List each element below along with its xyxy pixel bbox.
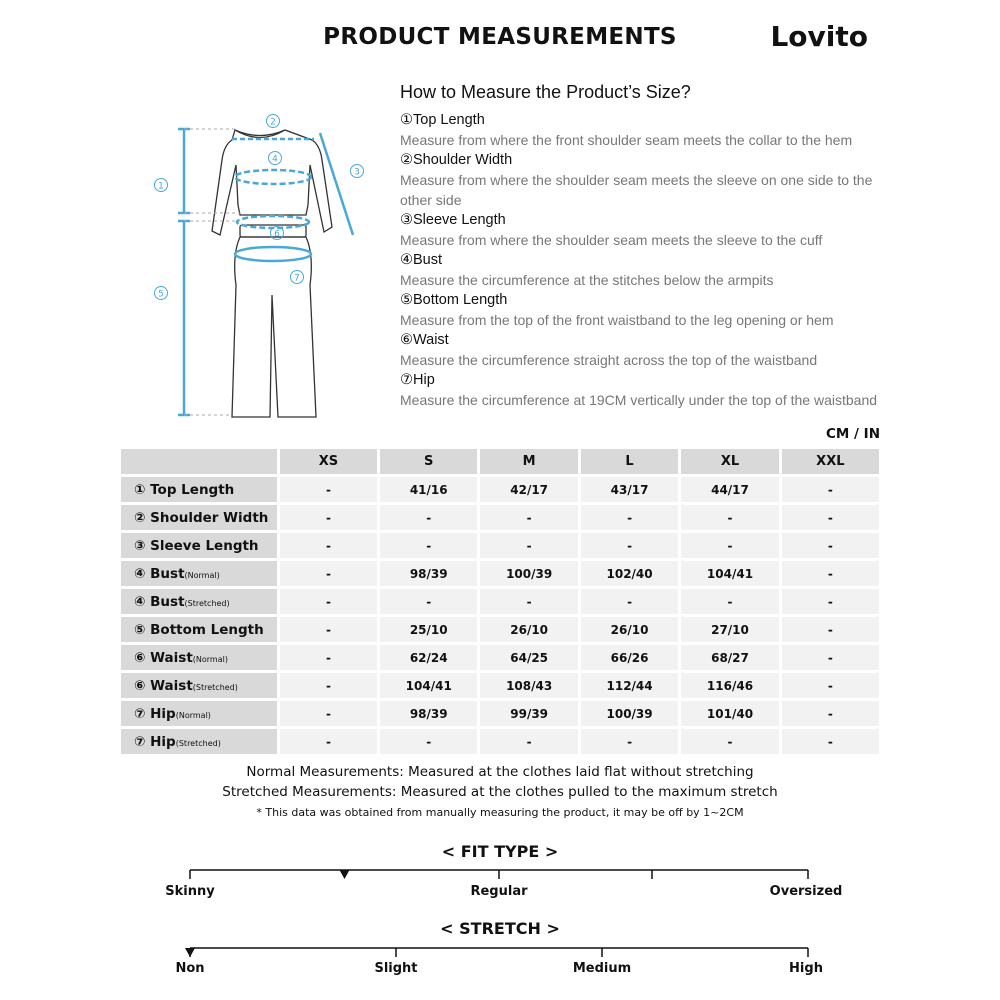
row-label-qualifier: (Stretched)	[184, 598, 230, 608]
table-cell: -	[280, 561, 377, 586]
table-cell: 27/10	[681, 617, 778, 642]
table-cell: -	[280, 589, 377, 614]
table-cell: 116/46	[681, 673, 778, 698]
table-cell: 26/10	[581, 617, 678, 642]
table-cell: 26/10	[480, 617, 577, 642]
top-outline	[212, 130, 332, 235]
table-cell: -	[380, 589, 477, 614]
size-header-row	[121, 449, 879, 474]
table-cell: -	[782, 561, 879, 586]
table-cell: -	[681, 505, 778, 530]
row-label-text: ⑥ Waist	[134, 649, 193, 666]
table-cell: 43/17	[581, 477, 678, 502]
marker-6: 6	[274, 229, 280, 240]
fit-label-skinny: Skinny	[165, 884, 215, 899]
row-label	[121, 673, 277, 698]
header-corner	[121, 449, 277, 474]
stretch-title: < STRETCH >	[440, 919, 560, 938]
table-cell: -	[782, 617, 879, 642]
table-cell: -	[380, 729, 477, 754]
table-cell: -	[280, 645, 377, 670]
table-cell: -	[581, 533, 678, 558]
fit-type-marker	[340, 870, 350, 879]
table-cell: -	[581, 729, 678, 754]
row-label-qualifier: (Stretched)	[192, 682, 238, 692]
row-label	[121, 533, 277, 558]
measure-instructions	[400, 82, 880, 410]
unit-label: CM / IN	[826, 426, 880, 442]
size-header-l: L	[581, 449, 678, 474]
table-row	[121, 589, 879, 614]
instruction-description: Measure from where the front shoulder seam meets the collar to the hem	[400, 132, 853, 148]
size-table-body	[121, 477, 879, 754]
table-cell: -	[380, 505, 477, 530]
stretched-note: Stretched Measurements: Measured at the clothes pulled to the maximum stretch	[222, 784, 778, 800]
table-cell: -	[681, 533, 778, 558]
instruction-item	[400, 290, 880, 330]
size-header-m: M	[480, 449, 577, 474]
table-cell: 112/44	[581, 673, 678, 698]
stretch-marker	[185, 948, 195, 957]
pants-outline	[232, 237, 316, 417]
table-row	[121, 645, 879, 670]
table-cell: 25/10	[380, 617, 477, 642]
row-label-text: ④ Bust	[134, 593, 185, 610]
table-cell: -	[782, 729, 879, 754]
table-cell: 64/25	[480, 645, 577, 670]
table-cell: -	[280, 729, 377, 754]
instruction-title: ⑥Waist	[400, 332, 449, 348]
table-cell: -	[782, 701, 879, 726]
stretch-label-non: Non	[175, 961, 205, 976]
row-label-qualifier: (Stretched)	[175, 738, 221, 748]
marker-4: 4	[272, 154, 278, 165]
stretch-label-medium: Medium	[572, 961, 632, 976]
table-row	[121, 617, 879, 642]
table-cell: -	[480, 533, 577, 558]
row-label-text: ⑥ Waist	[134, 677, 193, 694]
table-cell: 108/43	[480, 673, 577, 698]
instruction-title: ④Bust	[400, 252, 443, 268]
instruction-title: ②Shoulder Width	[400, 152, 513, 168]
table-cell: 102/40	[581, 561, 678, 586]
stretch-label-high: High	[789, 961, 823, 976]
table-cell: -	[280, 505, 377, 530]
marker-1: 1	[158, 181, 164, 192]
table-cell: -	[480, 589, 577, 614]
row-label-text: ⑦ Hip	[134, 733, 176, 750]
table-cell: 98/39	[380, 701, 477, 726]
row-label	[121, 701, 277, 726]
marker-7: 7	[294, 273, 300, 284]
table-cell: 99/39	[480, 701, 577, 726]
table-cell: -	[681, 589, 778, 614]
instruction-item	[400, 150, 880, 210]
fit-label-regular: Regular	[470, 884, 528, 899]
table-cell: -	[681, 729, 778, 754]
row-label-qualifier: (Normal)	[175, 710, 211, 720]
table-row	[121, 477, 879, 502]
stretch-label-slight: Slight	[374, 961, 418, 976]
normal-note: Normal Measurements: Measured at the clothes laid flat without stretching	[246, 764, 754, 780]
instruction-description: Measure the circumference at 19CM vertically under the top of the waistband	[400, 392, 878, 408]
instruction-title: ①Top Length	[400, 112, 485, 128]
table-row	[121, 533, 879, 558]
instruction-item	[400, 330, 880, 370]
size-table	[118, 446, 882, 757]
table-cell: 98/39	[380, 561, 477, 586]
instruction-title: ⑦Hip	[400, 372, 435, 388]
table-row	[121, 729, 879, 754]
instruction-description: Measure from where the shoulder seam meets the sleeve to the cuff	[400, 232, 823, 248]
disclaimer: * This data was obtained from manually measuring the product, it may be off by 1~2CM	[256, 806, 744, 819]
marker-5: 5	[158, 289, 164, 300]
table-cell: -	[280, 533, 377, 558]
row-label	[121, 505, 277, 530]
table-cell: -	[581, 589, 678, 614]
table-cell: 101/40	[681, 701, 778, 726]
row-label	[121, 477, 277, 502]
row-label	[121, 617, 277, 642]
table-row	[121, 673, 879, 698]
row-label-text: ⑤ Bottom Length	[134, 621, 264, 638]
table-cell: -	[280, 477, 377, 502]
row-label	[121, 561, 277, 586]
table-cell: 104/41	[380, 673, 477, 698]
garment-illustration	[140, 105, 380, 425]
size-header-s: S	[380, 449, 477, 474]
row-label-qualifier: (Normal)	[192, 654, 228, 664]
table-row	[121, 701, 879, 726]
table-cell: 68/27	[681, 645, 778, 670]
table-cell: -	[280, 617, 377, 642]
table-cell: -	[782, 673, 879, 698]
table-cell: -	[782, 477, 879, 502]
table-row	[121, 505, 879, 530]
instruction-item	[400, 210, 880, 250]
table-cell: -	[782, 505, 879, 530]
instruction-description: Measure from where the shoulder seam meets the sleeve on one side to the other side	[400, 172, 873, 208]
table-cell: -	[280, 701, 377, 726]
table-row	[121, 561, 879, 586]
stretch-scale	[0, 940, 1000, 962]
row-label-text: ② Shoulder Width	[134, 509, 269, 526]
table-cell: -	[280, 673, 377, 698]
table-cell: -	[380, 533, 477, 558]
instruction-description: Measure from the top of the front waistband to the leg opening or hem	[400, 312, 834, 328]
table-cell: 44/17	[681, 477, 778, 502]
fit-type-scale	[0, 862, 1000, 884]
bust-ellipse	[235, 170, 311, 184]
hip-ellipse	[235, 247, 311, 261]
instruction-title: ⑤Bottom Length	[400, 292, 508, 308]
row-label-text: ③ Sleeve Length	[134, 537, 259, 554]
instruction-item	[400, 250, 880, 290]
table-cell: 100/39	[581, 701, 678, 726]
fit-type-title: < FIT TYPE >	[441, 842, 559, 861]
instructions-list	[400, 110, 880, 410]
collar-outline	[235, 130, 285, 138]
row-label-text: ⑦ Hip	[134, 705, 176, 722]
table-cell: 104/41	[681, 561, 778, 586]
fit-label-oversized: Oversized	[769, 884, 843, 899]
row-label	[121, 589, 277, 614]
row-label-qualifier: (Normal)	[184, 570, 220, 580]
table-cell: -	[480, 729, 577, 754]
size-header-xxl: XXL	[782, 449, 879, 474]
instruction-description: Measure the circumference at the stitches below the armpits	[400, 272, 774, 288]
size-header-xs: XS	[280, 449, 377, 474]
marker-2: 2	[270, 117, 276, 128]
table-cell: 42/17	[480, 477, 577, 502]
row-label	[121, 729, 277, 754]
measurement-notes	[0, 762, 1000, 824]
instruction-description: Measure the circumference straight across the top of the waistband	[400, 352, 818, 368]
table-cell: 62/24	[380, 645, 477, 670]
instruction-title: ③Sleeve Length	[400, 212, 506, 228]
table-cell: -	[581, 505, 678, 530]
instruction-item	[400, 370, 880, 410]
table-cell: -	[782, 589, 879, 614]
instruction-item	[400, 110, 880, 150]
page-title: PRODUCT MEASUREMENTS	[323, 24, 677, 50]
table-cell: 66/26	[581, 645, 678, 670]
waist-ellipse	[237, 216, 309, 228]
size-header-xl: XL	[681, 449, 778, 474]
instructions-heading: How to Measure the Product’s Size?	[400, 82, 691, 102]
table-cell: -	[480, 505, 577, 530]
table-cell: -	[782, 645, 879, 670]
row-label	[121, 645, 277, 670]
row-label-text: ① Top Length	[134, 481, 235, 498]
marker-3: 3	[354, 167, 360, 178]
table-cell: 100/39	[480, 561, 577, 586]
row-label-text: ④ Bust	[134, 565, 185, 582]
table-cell: 41/16	[380, 477, 477, 502]
brand-logo: Lovito	[770, 20, 868, 53]
table-cell: -	[782, 533, 879, 558]
